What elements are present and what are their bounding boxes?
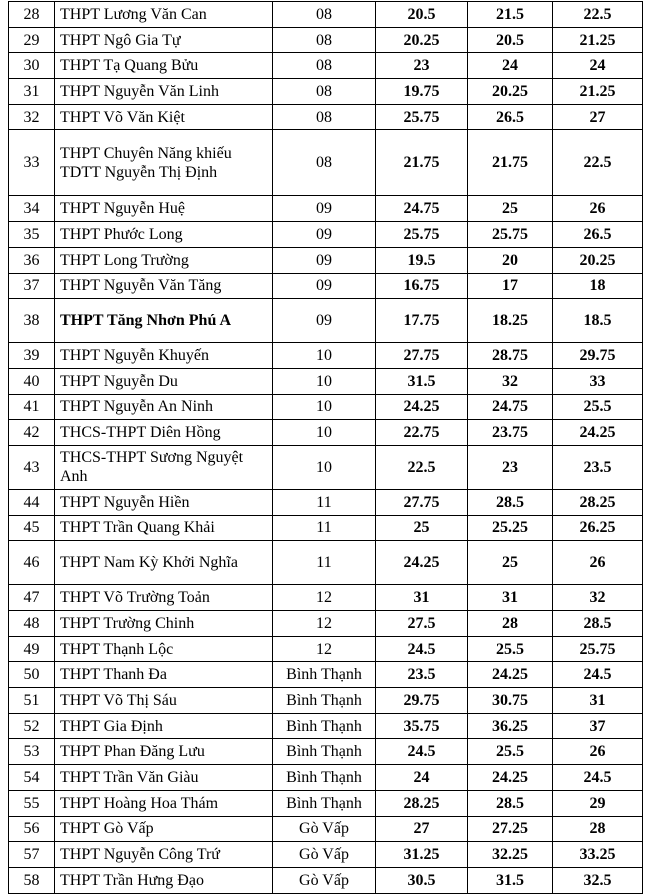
- score-choice-1: 20.25: [376, 27, 468, 53]
- school-name: THPT Ngô Gia Tự: [55, 27, 273, 53]
- district: Bình Thạnh: [273, 713, 376, 739]
- score-choice-1: 25: [376, 515, 468, 541]
- school-name: THCS-THPT Sương Nguyệt Anh: [55, 445, 273, 489]
- score-choice-3: 27: [553, 104, 643, 130]
- district: 12: [273, 636, 376, 662]
- table-row: [9, 636, 643, 662]
- score-choice-1: 25.75: [376, 104, 468, 130]
- district: 10: [273, 343, 376, 369]
- table-row: [9, 867, 643, 893]
- row-number: 33: [9, 130, 55, 196]
- score-choice-2: 24.25: [468, 765, 553, 791]
- row-number: 28: [9, 2, 55, 28]
- district: 08: [273, 130, 376, 196]
- score-choice-3: 18.5: [553, 299, 643, 343]
- score-choice-2: 28.5: [468, 790, 553, 816]
- district: 12: [273, 611, 376, 637]
- score-choice-1: 35.75: [376, 713, 468, 739]
- row-number: 55: [9, 790, 55, 816]
- table-row: [9, 790, 643, 816]
- score-choice-2: 25.75: [468, 222, 553, 248]
- score-choice-2: 36.25: [468, 713, 553, 739]
- district: 09: [273, 273, 376, 299]
- district: 10: [273, 420, 376, 446]
- school-name: THPT Tăng Nhơn Phú A: [55, 299, 273, 343]
- table-row: [9, 130, 643, 196]
- table-row: [9, 27, 643, 53]
- score-choice-3: 24.25: [553, 420, 643, 446]
- school-name: THCS-THPT Diên Hồng: [55, 420, 273, 446]
- district: 09: [273, 196, 376, 222]
- district: Bình Thạnh: [273, 765, 376, 791]
- admission-score-table: [8, 1, 643, 894]
- row-number: 36: [9, 247, 55, 273]
- district: 08: [273, 53, 376, 79]
- score-choice-3: 22.5: [553, 130, 643, 196]
- school-name: THPT Chuyên Năng khiếu TDTT Nguyễn Thị Định: [55, 130, 273, 196]
- score-choice-3: 22.5: [553, 2, 643, 28]
- score-choice-3: 26.25: [553, 515, 643, 541]
- table-row: [9, 104, 643, 130]
- score-choice-2: 20.25: [468, 79, 553, 105]
- row-number: 42: [9, 420, 55, 446]
- school-name: THPT Nguyễn Công Trứ: [55, 842, 273, 868]
- score-choice-1: 27: [376, 816, 468, 842]
- score-choice-2: 17: [468, 273, 553, 299]
- score-choice-2: 24: [468, 53, 553, 79]
- score-choice-1: 27.75: [376, 343, 468, 369]
- row-number: 51: [9, 688, 55, 714]
- score-choice-1: 19.75: [376, 79, 468, 105]
- score-choice-1: 27.5: [376, 611, 468, 637]
- school-name: THPT Trần Văn Giàu: [55, 765, 273, 791]
- score-choice-1: 24.25: [376, 541, 468, 585]
- score-choice-2: 24.25: [468, 662, 553, 688]
- table-row: [9, 299, 643, 343]
- table-row: [9, 445, 643, 489]
- score-choice-3: 23.5: [553, 445, 643, 489]
- table-row: [9, 420, 643, 446]
- score-choice-3: 28.25: [553, 489, 643, 515]
- school-name: THPT Thanh Đa: [55, 662, 273, 688]
- table-row: [9, 688, 643, 714]
- score-choice-1: 17.75: [376, 299, 468, 343]
- district: 08: [273, 2, 376, 28]
- score-choice-3: 29: [553, 790, 643, 816]
- table-row: [9, 273, 643, 299]
- district: Gò Vấp: [273, 842, 376, 868]
- score-choice-3: 29.75: [553, 343, 643, 369]
- row-number: 50: [9, 662, 55, 688]
- score-choice-1: 23.5: [376, 662, 468, 688]
- score-choice-2: 27.25: [468, 816, 553, 842]
- score-choice-2: 30.75: [468, 688, 553, 714]
- row-number: 38: [9, 299, 55, 343]
- table-row: [9, 662, 643, 688]
- row-number: 57: [9, 842, 55, 868]
- school-name: THPT Võ Trường Toản: [55, 585, 273, 611]
- score-choice-2: 25: [468, 196, 553, 222]
- row-number: 49: [9, 636, 55, 662]
- score-choice-1: 20.5: [376, 2, 468, 28]
- score-choice-2: 25.25: [468, 515, 553, 541]
- school-name: THPT Trường Chinh: [55, 611, 273, 637]
- score-choice-2: 18.25: [468, 299, 553, 343]
- table-row: [9, 53, 643, 79]
- district: 09: [273, 247, 376, 273]
- table-row: [9, 765, 643, 791]
- score-choice-3: 24.5: [553, 662, 643, 688]
- district: Gò Vấp: [273, 816, 376, 842]
- table-row: [9, 368, 643, 394]
- table-row: [9, 196, 643, 222]
- row-number: 58: [9, 867, 55, 893]
- score-choice-3: 28.5: [553, 611, 643, 637]
- score-choice-1: 21.75: [376, 130, 468, 196]
- table-row: [9, 343, 643, 369]
- score-choice-2: 20: [468, 247, 553, 273]
- score-choice-2: 21.75: [468, 130, 553, 196]
- school-name: THPT Gò Vấp: [55, 816, 273, 842]
- table-row: [9, 394, 643, 420]
- score-choice-1: 24.25: [376, 394, 468, 420]
- school-name: THPT Nguyễn Khuyến: [55, 343, 273, 369]
- school-name: THPT Phan Đăng Lưu: [55, 739, 273, 765]
- row-number: 43: [9, 445, 55, 489]
- table-row: [9, 489, 643, 515]
- score-choice-2: 31: [468, 585, 553, 611]
- row-number: 34: [9, 196, 55, 222]
- table-row: [9, 515, 643, 541]
- district: 12: [273, 585, 376, 611]
- district: Bình Thạnh: [273, 790, 376, 816]
- table-row: [9, 222, 643, 248]
- score-choice-2: 23: [468, 445, 553, 489]
- table-row: [9, 739, 643, 765]
- score-choice-3: 21.25: [553, 27, 643, 53]
- score-choice-3: 26: [553, 739, 643, 765]
- school-name: THPT Nguyễn An Ninh: [55, 394, 273, 420]
- district: 08: [273, 104, 376, 130]
- score-choice-1: 22.5: [376, 445, 468, 489]
- score-choice-1: 24: [376, 765, 468, 791]
- score-choice-1: 22.75: [376, 420, 468, 446]
- row-number: 46: [9, 541, 55, 585]
- school-name: THPT Nguyễn Hiền: [55, 489, 273, 515]
- row-number: 35: [9, 222, 55, 248]
- school-name: THPT Nguyễn Huệ: [55, 196, 273, 222]
- row-number: 37: [9, 273, 55, 299]
- score-choice-3: 20.25: [553, 247, 643, 273]
- district: Bình Thạnh: [273, 739, 376, 765]
- score-choice-3: 31: [553, 688, 643, 714]
- score-choice-3: 25.5: [553, 394, 643, 420]
- score-choice-3: 21.25: [553, 79, 643, 105]
- score-choice-2: 32.25: [468, 842, 553, 868]
- score-choice-3: 26.5: [553, 222, 643, 248]
- table-body: [9, 2, 643, 894]
- table-row: [9, 541, 643, 585]
- district: 08: [273, 79, 376, 105]
- district: 10: [273, 445, 376, 489]
- score-choice-1: 25.75: [376, 222, 468, 248]
- score-choice-3: 33: [553, 368, 643, 394]
- row-number: 45: [9, 515, 55, 541]
- score-choice-1: 16.75: [376, 273, 468, 299]
- row-number: 53: [9, 739, 55, 765]
- score-choice-1: 29.75: [376, 688, 468, 714]
- district: 11: [273, 515, 376, 541]
- score-choice-2: 26.5: [468, 104, 553, 130]
- score-choice-1: 24.75: [376, 196, 468, 222]
- row-number: 54: [9, 765, 55, 791]
- school-name: THPT Hoàng Hoa Thám: [55, 790, 273, 816]
- score-choice-3: 24.5: [553, 765, 643, 791]
- table-row: [9, 713, 643, 739]
- table-row: [9, 842, 643, 868]
- row-number: 48: [9, 611, 55, 637]
- district: Gò Vấp: [273, 867, 376, 893]
- district: 08: [273, 27, 376, 53]
- row-number: 29: [9, 27, 55, 53]
- school-name: THPT Phước Long: [55, 222, 273, 248]
- row-number: 52: [9, 713, 55, 739]
- table-row: [9, 611, 643, 637]
- row-number: 39: [9, 343, 55, 369]
- score-choice-1: 27.75: [376, 489, 468, 515]
- school-name: THPT Thạnh Lộc: [55, 636, 273, 662]
- district: Bình Thạnh: [273, 688, 376, 714]
- score-choice-1: 24.5: [376, 636, 468, 662]
- score-choice-3: 26: [553, 541, 643, 585]
- row-number: 56: [9, 816, 55, 842]
- row-number: 32: [9, 104, 55, 130]
- score-choice-2: 24.75: [468, 394, 553, 420]
- row-number: 31: [9, 79, 55, 105]
- score-choice-3: 37: [553, 713, 643, 739]
- score-choice-2: 21.5: [468, 2, 553, 28]
- table-row: [9, 79, 643, 105]
- row-number: 40: [9, 368, 55, 394]
- score-choice-3: 18: [553, 273, 643, 299]
- school-name: THPT Trần Quang Khải: [55, 515, 273, 541]
- score-choice-2: 25: [468, 541, 553, 585]
- score-choice-2: 23.75: [468, 420, 553, 446]
- score-choice-1: 31.25: [376, 842, 468, 868]
- district: Bình Thạnh: [273, 662, 376, 688]
- score-choice-3: 33.25: [553, 842, 643, 868]
- table-row: [9, 816, 643, 842]
- school-name: THPT Võ Thị Sáu: [55, 688, 273, 714]
- district: 11: [273, 489, 376, 515]
- school-name: THPT Nguyễn Văn Tăng: [55, 273, 273, 299]
- score-choice-1: 23: [376, 53, 468, 79]
- row-number: 44: [9, 489, 55, 515]
- score-choice-2: 25.5: [468, 636, 553, 662]
- score-choice-3: 24: [553, 53, 643, 79]
- school-name: THPT Trần Hưng Đạo: [55, 867, 273, 893]
- score-choice-3: 26: [553, 196, 643, 222]
- score-choice-2: 25.5: [468, 739, 553, 765]
- school-name: THPT Long Trường: [55, 247, 273, 273]
- district: 10: [273, 394, 376, 420]
- district: 09: [273, 299, 376, 343]
- score-choice-2: 28: [468, 611, 553, 637]
- row-number: 41: [9, 394, 55, 420]
- score-choice-1: 31: [376, 585, 468, 611]
- table-row: [9, 2, 643, 28]
- table-row: [9, 585, 643, 611]
- score-choice-1: 31.5: [376, 368, 468, 394]
- row-number: 47: [9, 585, 55, 611]
- score-choice-2: 28.5: [468, 489, 553, 515]
- school-name: THPT Võ Văn Kiệt: [55, 104, 273, 130]
- score-choice-1: 30.5: [376, 867, 468, 893]
- district: 09: [273, 222, 376, 248]
- row-number: 30: [9, 53, 55, 79]
- score-choice-3: 32: [553, 585, 643, 611]
- score-choice-3: 25.75: [553, 636, 643, 662]
- score-choice-2: 32: [468, 368, 553, 394]
- school-name: THPT Lương Văn Can: [55, 2, 273, 28]
- score-choice-3: 32.5: [553, 867, 643, 893]
- district: 11: [273, 541, 376, 585]
- score-choice-2: 28.75: [468, 343, 553, 369]
- score-choice-1: 24.5: [376, 739, 468, 765]
- school-name: THPT Gia Định: [55, 713, 273, 739]
- score-choice-2: 31.5: [468, 867, 553, 893]
- score-choice-1: 28.25: [376, 790, 468, 816]
- score-choice-2: 20.5: [468, 27, 553, 53]
- school-name: THPT Tạ Quang Bửu: [55, 53, 273, 79]
- district: 10: [273, 368, 376, 394]
- school-name: THPT Nguyễn Du: [55, 368, 273, 394]
- table-row: [9, 247, 643, 273]
- score-choice-3: 28: [553, 816, 643, 842]
- school-name: THPT Nguyễn Văn Linh: [55, 79, 273, 105]
- score-choice-1: 19.5: [376, 247, 468, 273]
- school-name: THPT Nam Kỳ Khởi Nghĩa: [55, 541, 273, 585]
